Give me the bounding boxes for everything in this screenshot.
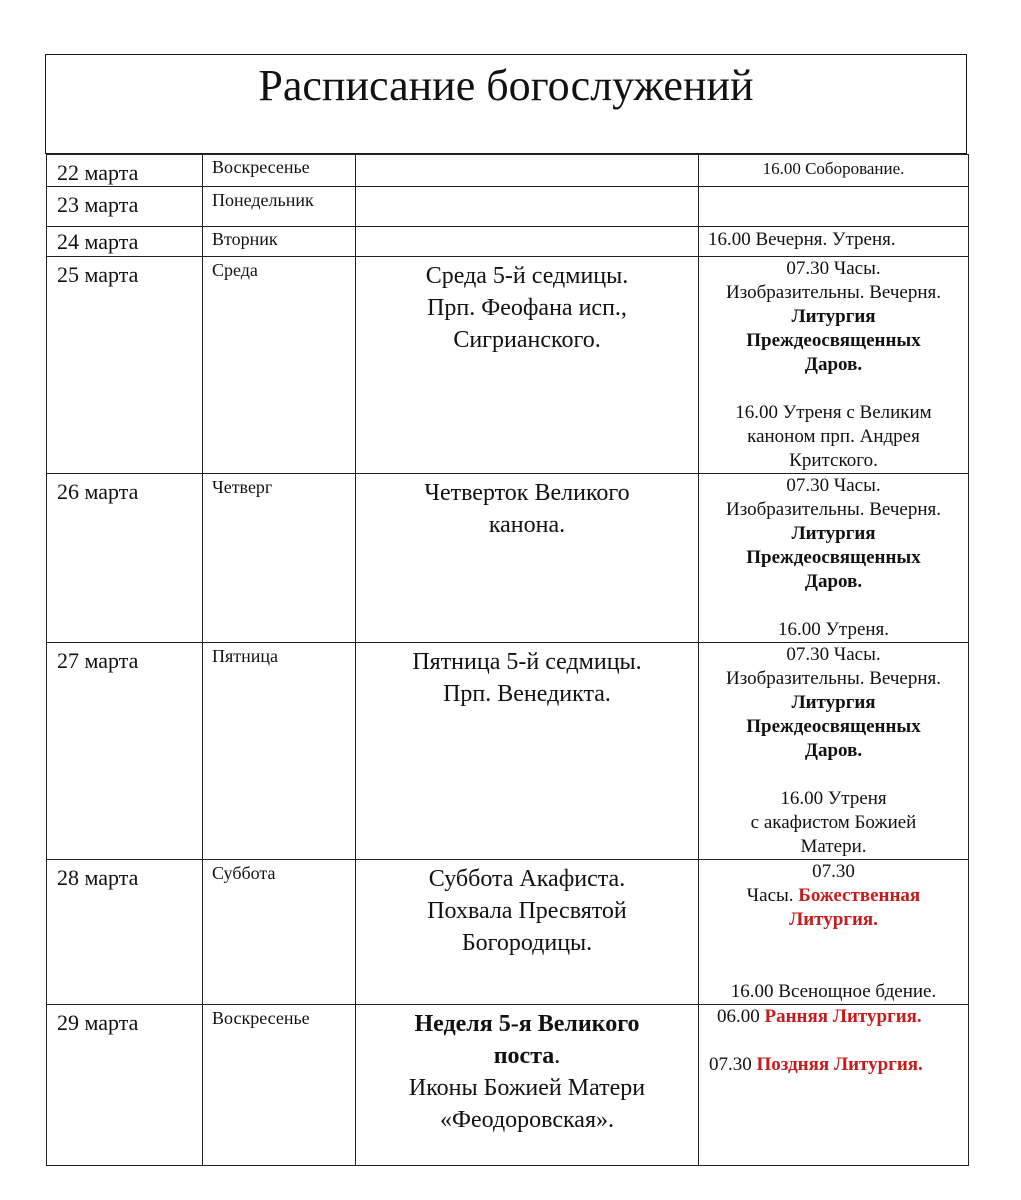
- feast-line: Четверток Великого: [424, 480, 630, 506]
- weekday-cell: Пятница: [212, 646, 279, 666]
- service-time: 06.00: [717, 1006, 760, 1027]
- feast-cell: [356, 187, 699, 227]
- service-line: 16.00 Утреня: [780, 788, 887, 809]
- service-line: 16.00 Утреня с Великим: [735, 402, 932, 423]
- service-hours: Часы.: [746, 885, 794, 906]
- feast-cell: [356, 1005, 698, 1136]
- service-line: 16.00 Утреня.: [777, 619, 890, 640]
- service-line: [717, 1005, 964, 1029]
- service-line: Преждеосвященных: [746, 330, 921, 351]
- service-line: 16.00 Соборование.: [762, 159, 905, 178]
- service-line: каноном прп. Андрея: [747, 426, 920, 447]
- weekday-cell: Понедельник: [212, 190, 314, 210]
- service-line: 07.30 Часы.: [786, 644, 881, 665]
- weekday-cell: Четверг: [212, 477, 273, 497]
- liturgy-highlight: Поздняя Литургия.: [756, 1054, 923, 1075]
- feast-cell: [356, 155, 699, 187]
- service-line: Преждеосвященных: [746, 716, 921, 737]
- service-line: 07.30 Часы.: [786, 258, 881, 279]
- feast-line: канона.: [488, 512, 566, 538]
- feast-line: Пятница 5-й седмицы.: [412, 649, 642, 675]
- date-cell: 23 марта: [57, 192, 139, 217]
- table-row: [47, 227, 969, 257]
- service-line: Преждеосвященных: [746, 547, 921, 568]
- service-line: Изобразительны. Вечерня.: [726, 282, 941, 303]
- services-cell: [699, 474, 968, 642]
- feast-line: Прп. Феофана исп.,: [427, 295, 627, 321]
- table-row: [47, 1005, 969, 1166]
- liturgy-highlight: Литургия.: [789, 909, 878, 930]
- page-title: [45, 54, 967, 154]
- feast-line: Иконы Божией Матери: [408, 1075, 646, 1101]
- service-line: 16.00 Всенощное бдение.: [730, 981, 937, 1002]
- table-row: [47, 860, 969, 1005]
- date-cell: 22 марта: [57, 160, 139, 185]
- liturgy-highlight: Ранняя Литургия.: [764, 1006, 922, 1027]
- service-line: Литургия: [791, 523, 876, 544]
- services-cell: [699, 1005, 968, 1077]
- table-row: [47, 643, 969, 860]
- table-row: [47, 257, 969, 474]
- weekday-cell: Воскресенье: [212, 157, 310, 177]
- feast-line: Суббота Акафиста.: [428, 866, 626, 892]
- feast-line: Богородицы.: [461, 930, 593, 956]
- service-line: Изобразительны. Вечерня.: [726, 668, 941, 689]
- service-line: Изобразительны. Вечерня.: [726, 499, 941, 520]
- service-line: Матери.: [800, 836, 867, 857]
- service-line: Даров.: [804, 740, 863, 761]
- feast-cell: [356, 474, 698, 541]
- date-cell: 27 марта: [57, 648, 139, 673]
- feast-cell: [356, 257, 698, 356]
- feast-cell: [356, 860, 698, 959]
- service-line: [709, 1053, 964, 1077]
- service-line: 16.00 Вечерня. Утреня.: [708, 229, 896, 250]
- date-cell: 28 марта: [57, 865, 139, 890]
- feast-cell: [356, 227, 699, 257]
- service-line: Литургия: [791, 692, 876, 713]
- service-line: 07.30 Часы.: [786, 475, 881, 496]
- service-line: [703, 884, 964, 908]
- feast-bold-text: поста: [493, 1043, 555, 1069]
- feast-line: Среда 5-й седмицы.: [425, 263, 629, 289]
- service-line: с акафистом Божией: [750, 812, 917, 833]
- weekday-cell: Воскресенье: [212, 1008, 310, 1028]
- table-row: [47, 474, 969, 643]
- weekday-cell: Вторник: [212, 229, 278, 249]
- feast-line: «Феодоровская».: [440, 1107, 614, 1133]
- liturgy-highlight: Божественная: [798, 885, 921, 906]
- service-line: 07.30: [812, 861, 855, 882]
- service-line: Литургия: [791, 306, 876, 327]
- feast-line: [366, 1040, 688, 1072]
- services-cell: [699, 860, 968, 1004]
- feast-line: Неделя 5-я Великого: [414, 1011, 640, 1037]
- feast-line: Похвала Пресвятой: [427, 898, 627, 924]
- services-cell: [699, 643, 968, 859]
- service-line: Критского.: [789, 450, 878, 471]
- weekday-cell: Суббота: [212, 863, 276, 883]
- table-row: [47, 155, 969, 187]
- weekday-cell: Среда: [212, 260, 258, 280]
- service-time: 07.30: [709, 1054, 752, 1075]
- services-cell: [699, 187, 969, 227]
- service-line: Даров.: [804, 354, 863, 375]
- service-line: Даров.: [804, 571, 863, 592]
- feast-punct: .: [554, 1043, 561, 1069]
- date-cell: 26 марта: [57, 479, 139, 504]
- table-row: [47, 187, 969, 227]
- feast-cell: [356, 643, 698, 710]
- feast-line: Сигрианского.: [453, 327, 601, 353]
- services-cell: [699, 257, 968, 473]
- date-cell: 29 марта: [57, 1010, 139, 1035]
- feast-line: Прп. Венедикта.: [443, 681, 611, 707]
- schedule-table: [46, 154, 969, 1166]
- title-text: Расписание богослужений: [258, 61, 754, 110]
- date-cell: 25 марта: [57, 262, 139, 287]
- date-cell: 24 марта: [57, 229, 139, 254]
